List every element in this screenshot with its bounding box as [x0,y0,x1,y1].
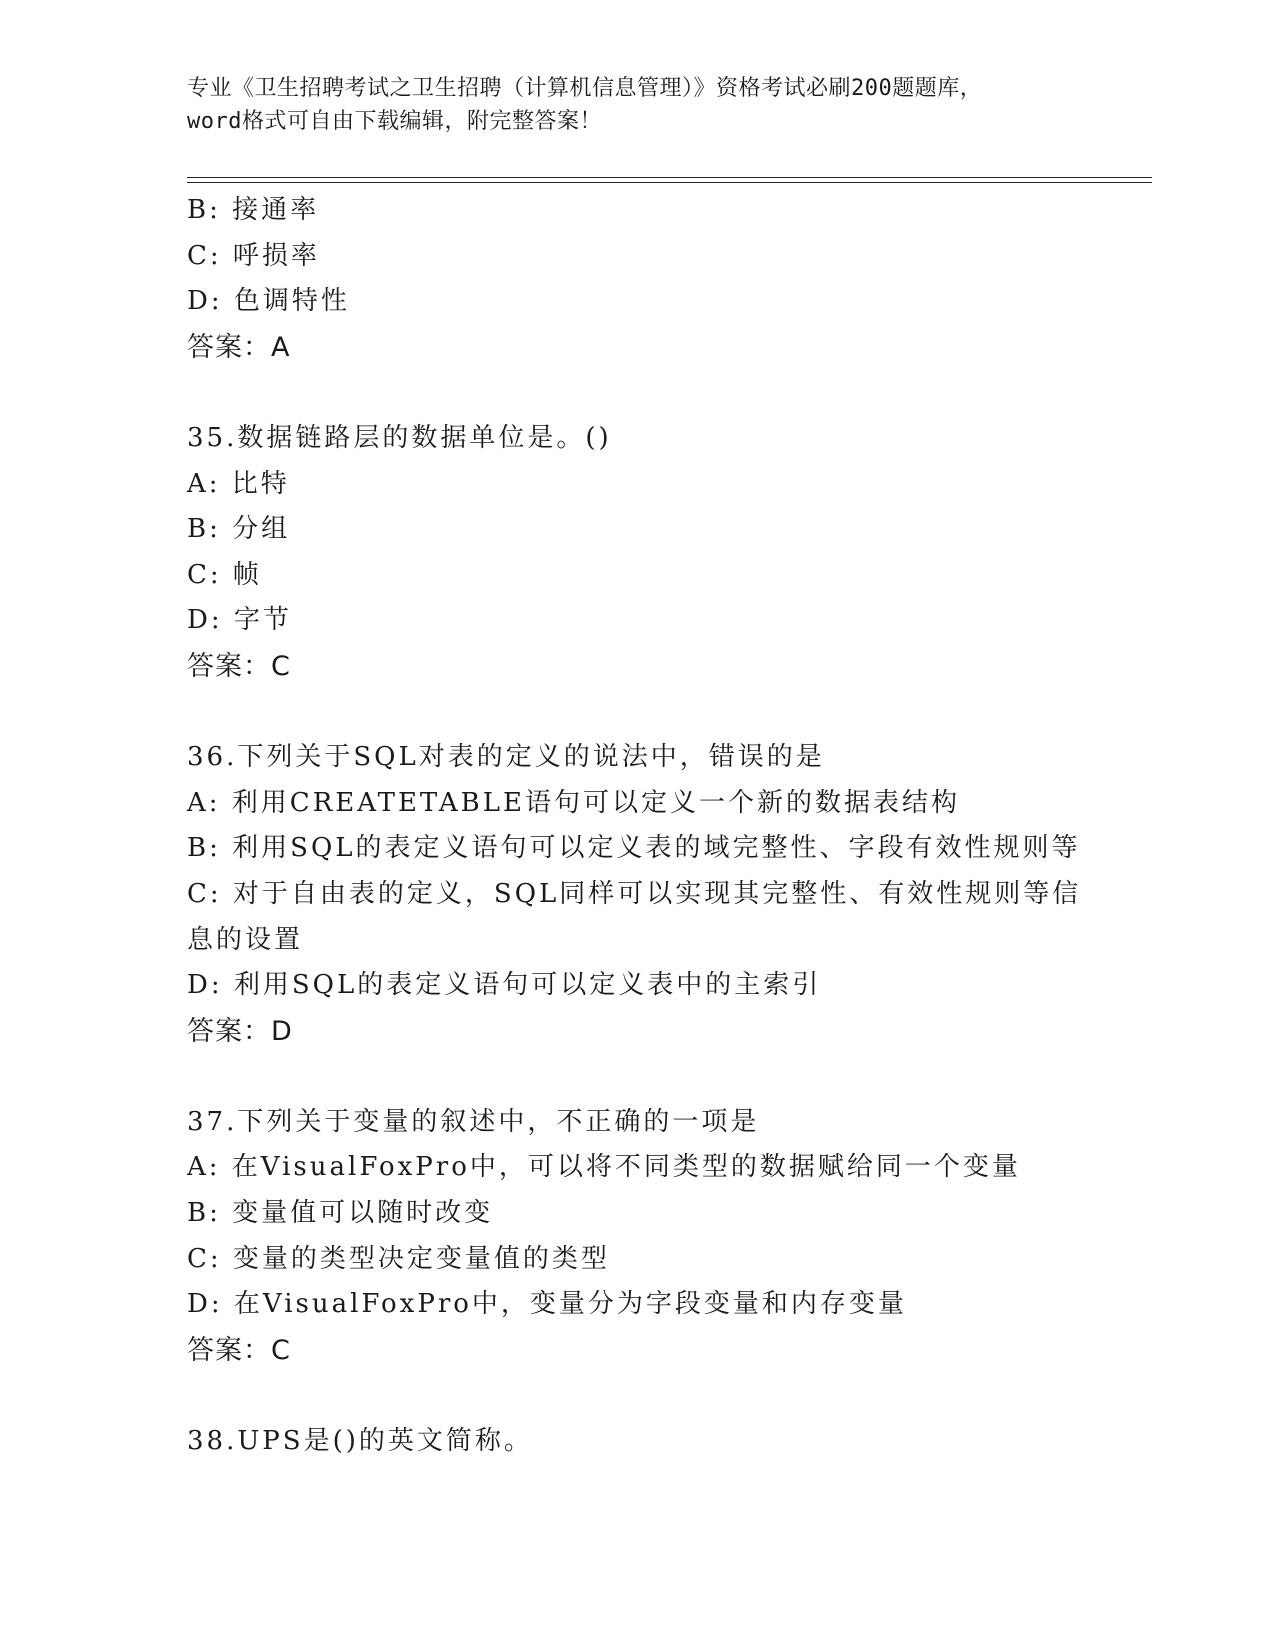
question-stem: 35.数据链路层的数据单位是。() [187,422,612,453]
question-38 [187,1419,1107,1465]
question-stem: 38.UPS是()的英文简称。 [187,1426,533,1457]
answer-line: 答案：C [187,1334,291,1366]
question-stem: 36.下列关于SQL对表的定义的说法中，错误的是 [187,742,825,773]
spacer [187,690,1107,736]
option-c: C: 对于自由表的定义，SQL同样可以实现其完整性、有效性规则等信 [187,878,1082,909]
spacer [187,1054,1107,1100]
header-divider-bottom [187,182,1152,183]
header-divider-top [187,177,1152,178]
spacer [187,1373,1107,1419]
spacer [187,370,1107,416]
question-34-continued [187,188,1107,370]
question-stem: 37.下列关于变量的叙述中，不正确的一项是 [187,1106,760,1137]
option-d: D: 在VisualFoxPro中，变量分为字段变量和内存变量 [187,1289,907,1320]
option-a: A: 在VisualFoxPro中，可以将不同类型的数据赋给同一个变量 [187,1152,1021,1183]
option-d: D: 字节 [187,605,292,636]
question-37 [187,1100,1107,1374]
header-title-line-1: 专业《卫生招聘考试之卫生招聘（计算机信息管理）》资格考试必刷200题题库， [187,76,983,101]
answer-line: 答案：D [187,1015,293,1047]
option-a: A: 利用CREATETABLE语句可以定义一个新的数据表结构 [187,787,960,818]
option-c: C: 呼损率 [187,240,320,271]
page-header [187,72,1087,138]
question-list [187,188,1107,1465]
option-d: D: 利用SQL的表定义语句可以定义表中的主索引 [187,970,822,1001]
option-c-continuation: 息的设置 [187,924,304,955]
option-a: A: 比特 [187,468,290,499]
question-35 [187,416,1107,690]
question-36 [187,735,1107,1054]
answer-line: 答案：A [187,331,291,363]
option-d: D: 色调特性 [187,286,350,317]
option-b: B: 接通率 [187,195,320,225]
option-b: B: 分组 [187,514,291,545]
answer-line: 答案：C [187,650,291,682]
option-b: B: 利用SQL的表定义语句可以定义表的域完整性、字段有效性规则等 [187,833,1081,864]
option-c: C: 变量的类型决定变量值的类型 [187,1243,610,1274]
header-title-line-2: word格式可自由下载编辑，附完整答案！ [187,109,602,134]
option-c: C: 帧 [187,559,262,590]
option-b: B: 变量值可以随时改变 [187,1198,494,1229]
